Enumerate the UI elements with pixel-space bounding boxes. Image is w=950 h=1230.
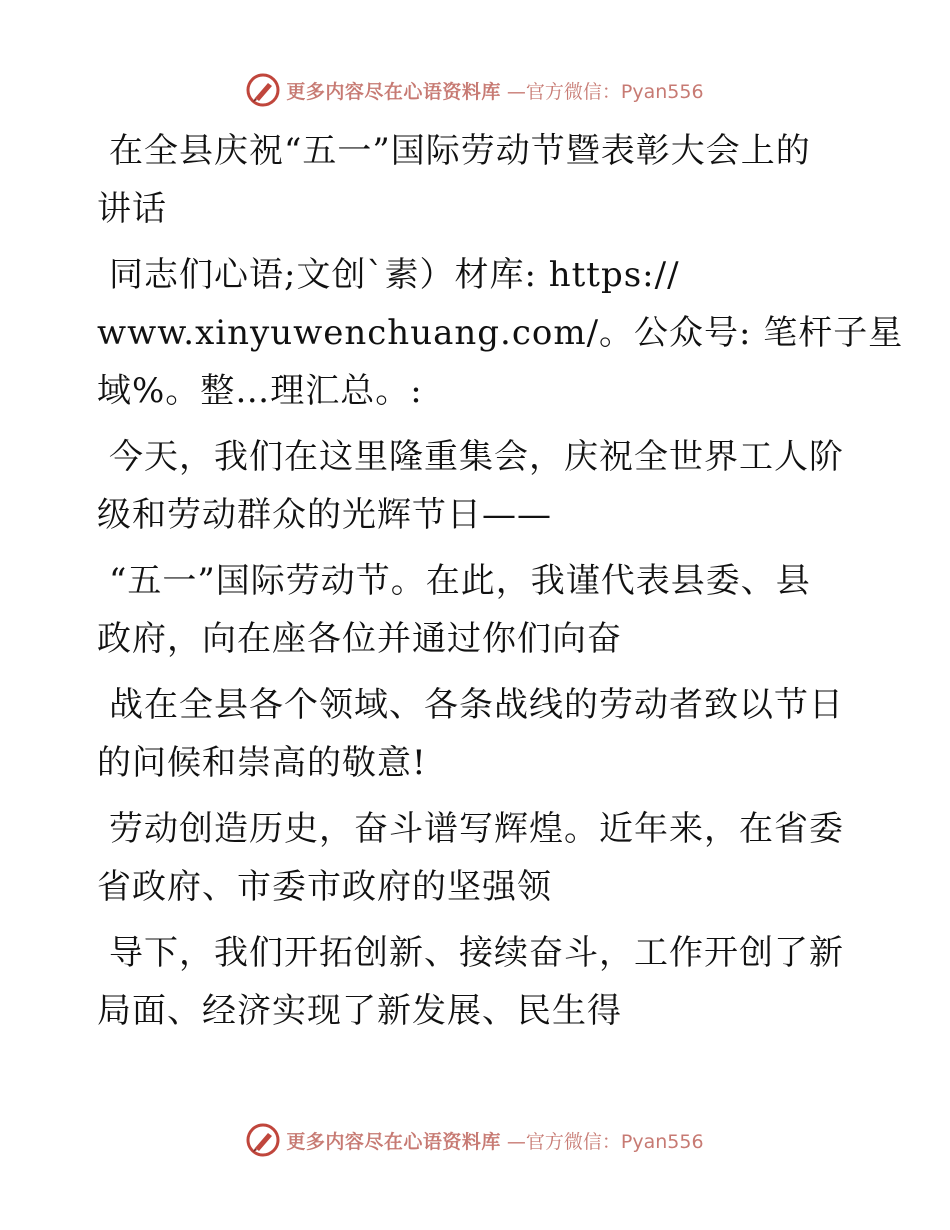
document-body bbox=[97, 122, 904, 1048]
paragraph bbox=[97, 552, 837, 668]
paragraph-line: “五一”国际劳动节。在此，我谨代表县委、县 bbox=[109, 561, 811, 601]
paragraph bbox=[97, 676, 844, 792]
banner-text: 更多内容尽在心语资料库 bbox=[286, 1130, 501, 1153]
paragraph-line: 在全县庆祝“五一”国际劳动节暨表彰大会上的 bbox=[109, 131, 811, 171]
pen-logo-icon bbox=[246, 73, 280, 107]
paragraph-line: 的问候和崇高的敬意! bbox=[97, 743, 427, 783]
paragraph bbox=[97, 246, 904, 420]
paragraph bbox=[97, 800, 844, 916]
paragraph-line: 讲话 bbox=[97, 189, 167, 229]
paragraph-line: www.xinyuwenchuang.com/。公众号: 笔杆子星 bbox=[97, 313, 904, 353]
paragraph-line: 省政府、市委市政府的坚强领 bbox=[97, 867, 552, 907]
banner-wechat: —官方微信：Pyan556 bbox=[506, 1130, 704, 1153]
paragraph-line: 政府，向在座各位并通过你们向奋 bbox=[97, 619, 622, 659]
paragraph bbox=[97, 924, 844, 1040]
paragraph-line: 今天，我们在这里隆重集会，庆祝全世界工人阶 bbox=[109, 437, 844, 477]
banner-wechat: —官方微信：Pyan556 bbox=[506, 80, 704, 103]
paragraph-line: 局面、经济实现了新发展、民生得 bbox=[97, 991, 622, 1031]
paragraph-line: 战在全县各个领域、各条战线的劳动者致以节日 bbox=[109, 685, 844, 725]
paragraph-line: 域%。整…理汇总。: bbox=[97, 371, 423, 411]
paragraph bbox=[97, 428, 844, 544]
pen-logo-icon bbox=[246, 1123, 280, 1157]
paragraph-line: 同志们心语;文创`素）材库: https:// bbox=[109, 255, 680, 295]
footer-banner bbox=[0, 1120, 950, 1160]
paragraph-line: 导下，我们开拓创新、接续奋斗，工作开创了新 bbox=[109, 933, 844, 973]
banner-text: 更多内容尽在心语资料库 bbox=[286, 80, 501, 103]
paragraph-line: 级和劳动群众的光辉节日—— bbox=[97, 495, 552, 535]
document-title bbox=[97, 122, 837, 238]
paragraph-line: 劳动创造历史，奋斗谱写辉煌。近年来，在省委 bbox=[109, 809, 844, 849]
header-banner bbox=[0, 70, 950, 110]
